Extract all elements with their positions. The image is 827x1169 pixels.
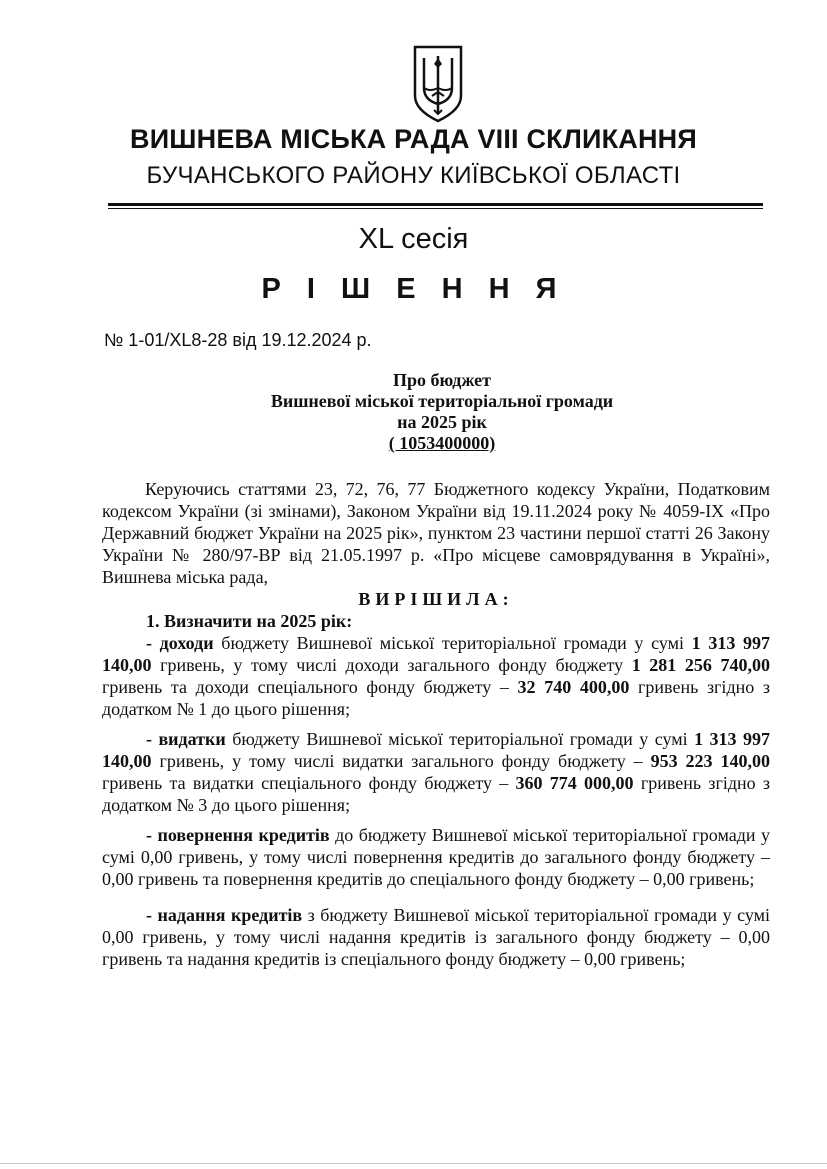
budget-code: ( 1053400000) <box>388 433 496 453</box>
loan-grants-label: - надання кредитів <box>146 905 303 925</box>
council-region: БУЧАНСЬКОГО РАЙОНУ КИЇВСЬКОЇ ОБЛАСТІ <box>146 162 681 189</box>
loan-returns-text: до бюджету Вишневої міської територіальної громади у сумі 0,00 гривень, у тому числі повернення кредитів до загального фонду бюджету – 0,00 гривень та повернення кредитів до спеціального фонду бюджету – 0,00 гривень; <box>102 825 770 889</box>
expenses-paragraph <box>102 728 770 816</box>
expenses-text-1: бюджету Вишневої міської територіальної громади у сумі <box>225 729 695 749</box>
trident-coat-of-arms-icon <box>410 44 466 124</box>
income-text-4: гривень згідно з додатком № 1 до цього рішення; <box>102 677 771 719</box>
document-type: Р І Ш Е Н Н Я <box>261 273 566 305</box>
header-divider-thin <box>108 208 763 209</box>
expenses-label: - видатки <box>146 729 226 749</box>
loan-grants-text: з бюджету Вишневої міської територіальної громади у сумі 0,00 гривень, у тому числі надання кредитів із загального фонду бюджету – 0,00 гривень та надання кредитів із спеціального фонду бюджету – 0,00 гривень; <box>102 905 770 969</box>
expenses-text-2: гривень, у тому числі видатки загального фонду бюджету – <box>151 751 651 771</box>
expenses-general-fund: 953 223 140,00 <box>650 751 770 771</box>
income-total: 1 313 997 140,00 <box>102 633 770 675</box>
subject-line-3: на 2025 рік <box>397 412 487 432</box>
income-text-1: бюджету Вишневої міської територіальної громади у сумі <box>213 633 692 653</box>
loan-returns-label: - повернення кредитів <box>146 825 330 845</box>
decision-number: № 1-01/XL8-28 від 19.12.2024 р. <box>104 330 372 350</box>
preamble: Керуючись статтями 23, 72, 76, 77 Бюджетного кодексу України, Податковим кодексом України (зі змінами), Законом України від 19.11.2024 року № 4059-IX «Про Державний бюджет України на 2025 рік», пунктом 23 частини першої статті 26 Закону України № 280/97-ВР від 21.05.1997 р. «Про місцеве самоврядування в Україні», Вишнева міська рада, <box>102 479 770 587</box>
income-label: - доходи <box>146 633 214 653</box>
decision-subject <box>0 370 827 454</box>
income-paragraph <box>102 632 770 720</box>
income-text-2: гривень, у тому числі доходи загального фонду бюджету <box>151 655 632 675</box>
expenses-total: 1 313 997 140,00 <box>102 729 771 771</box>
decision-body <box>102 478 770 970</box>
income-general-fund: 1 281 256 740,00 <box>631 655 770 675</box>
expenses-text-3: гривень та видатки спеціального фонду бюджету – <box>102 773 516 793</box>
subject-line-2: Вишневої міської територіальної громади <box>270 391 614 411</box>
council-name: ВИШНЕВА МІСЬКА РАДА VIII СКЛИКАННЯ <box>130 124 697 154</box>
expenses-special-fund: 360 774 000,00 <box>515 773 634 793</box>
header-divider <box>108 203 763 206</box>
subject-line-1: Про бюджет <box>393 370 491 390</box>
loan-grants-paragraph <box>102 904 770 970</box>
page-bottom-edge <box>0 1163 827 1164</box>
income-text-3: гривень та доходи спеціального фонду бюджету – <box>102 677 518 697</box>
expenses-text-4: гривень згідно з додатком № 3 до цього рішення; <box>102 773 770 815</box>
session-title: XL сесія <box>358 223 469 255</box>
resolved-heading: ВИРІШИЛА: <box>358 589 514 609</box>
income-special-fund: 32 740 400,00 <box>517 677 630 697</box>
item-1-heading: 1. Визначити на 2025 рік: <box>146 611 353 631</box>
loan-returns-paragraph <box>102 824 770 890</box>
